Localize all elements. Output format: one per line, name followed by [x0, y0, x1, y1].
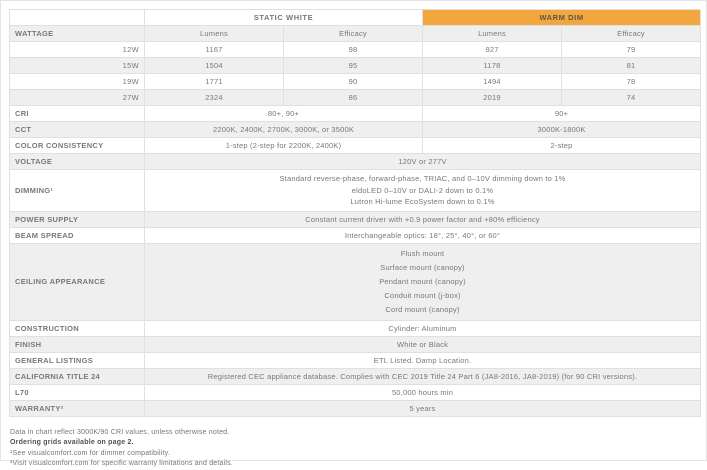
wattage-15w-label: 15W: [10, 58, 145, 74]
general-listings-label: GENERAL LISTINGS: [10, 352, 145, 368]
footnote-dimmer-compatibility: ¹See visualcomfort.com for dimmer compatibility.: [10, 449, 171, 457]
footnote-warranty-details: ²Visit visualcomfort.com for specific warranty limitations and details.: [10, 460, 233, 467]
table-row-l70: [10, 384, 701, 400]
table-row-cct: [10, 122, 701, 138]
table-row-warranty: [10, 400, 701, 416]
cell-cri-static-white: 80+, 90+: [145, 106, 423, 122]
cell-15w-sw-efficacy: 95: [284, 58, 423, 74]
table-row-dimming: [10, 170, 701, 212]
cell-construction-value: Cylinder: Aluminum: [145, 320, 701, 336]
cell-15w-wd-efficacy: 81: [562, 58, 701, 74]
cell-19w-sw-lumens: 1771: [145, 74, 284, 90]
table-row-power-supply: [10, 211, 701, 227]
spec-table: [9, 9, 701, 417]
l70-label: L70: [10, 384, 145, 400]
wattage-12w-label: 12W: [10, 42, 145, 58]
table-row-california-title-24: [10, 368, 701, 384]
cell-header-empty: [10, 10, 145, 26]
ceiling-line-4: Conduit mount (j-box): [384, 290, 461, 300]
power-supply-label: POWER SUPPLY: [10, 211, 145, 227]
color-consistency-label: COLOR CONSISTENCY: [10, 138, 145, 154]
cell-color-consistency-static-white: 1-step (2-step for 2200K, 2400K): [145, 138, 423, 154]
cell-cri-warm-dim: 90+: [423, 106, 701, 122]
table-row-construction: [10, 320, 701, 336]
cell-27w-wd-lumens: 2019: [423, 90, 562, 106]
warm-dim-lumens-header: Lumens: [423, 26, 562, 42]
table-row-27w: [10, 90, 701, 106]
table-row-general-listings: [10, 352, 701, 368]
cell-l70-value: 50,000 hours min: [145, 384, 701, 400]
dimming-line-2: eldoLED 0–10V or DALI-2 down to 0.1%: [351, 185, 494, 195]
table-row-19w: [10, 74, 701, 90]
cell-beam-spread-value: Interchangeable optics: 18°, 25°, 40°, or 60°: [145, 227, 701, 243]
voltage-label: VOLTAGE: [10, 154, 145, 170]
ceiling-line-3: Pendant mount (canopy): [379, 276, 466, 286]
construction-label: CONSTRUCTION: [10, 320, 145, 336]
table-row-beam-spread: [10, 227, 701, 243]
cell-cct-static-white: 2200K, 2400K, 2700K, 3000K, or 3500K: [145, 122, 423, 138]
static-white-efficacy-header: Efficacy: [284, 26, 423, 42]
cell-15w-sw-lumens: 1504: [145, 58, 284, 74]
cell-27w-wd-efficacy: 74: [562, 90, 701, 106]
ceiling-line-2: Surface mount (canopy): [380, 262, 465, 272]
beam-spread-label: BEAM SPREAD: [10, 227, 145, 243]
ceiling-line-1: Flush mount: [400, 248, 445, 258]
cri-label: CRI: [10, 106, 145, 122]
cell-voltage-value: 120V or 277V: [145, 154, 701, 170]
cell-cct-warm-dim: 3000K-1800K: [423, 122, 701, 138]
cell-27w-sw-lumens: 2324: [145, 90, 284, 106]
static-white-header: STATIC WHITE: [145, 10, 423, 26]
table-row-header: [10, 10, 701, 26]
ceiling-line-5: Cord mount (canopy): [385, 304, 460, 314]
cell-12w-wd-lumens: 927: [423, 42, 562, 58]
ceiling-appearance-label: CEILING APPEARANCE: [10, 243, 145, 320]
finish-label: FINISH: [10, 336, 145, 352]
warranty-label: WARRANTY²: [10, 400, 145, 416]
cell-27w-sw-efficacy: 86: [284, 90, 423, 106]
cell-12w-sw-efficacy: 98: [284, 42, 423, 58]
cct-label: CCT: [10, 122, 145, 138]
table-row-wattage-header: [10, 26, 701, 42]
footnotes: [9, 428, 698, 470]
dimming-line-1: Standard reverse-phase, forward-phase, TRIAC, and 0–10V dimming down to 1%: [279, 174, 566, 183]
warm-dim-efficacy-header: Efficacy: [562, 26, 701, 42]
footnote-data-reflect: Data in chart reflect 3000K/90 CRI values, unless otherwise noted.: [10, 428, 230, 436]
cell-12w-sw-lumens: 1167: [145, 42, 284, 58]
dimming-line-3: Lutron Hi-lume EcoSystem down to 0.1%: [350, 197, 495, 206]
table-row-ceiling-appearance: [10, 243, 701, 320]
table-row-finish: [10, 336, 701, 352]
cell-12w-wd-efficacy: 79: [562, 42, 701, 58]
table-row-cri: [10, 106, 701, 122]
cell-power-supply-value: Constant current driver with +0.9 power factor and +80% efficiency: [145, 211, 701, 227]
wattage-19w-label: 19W: [10, 74, 145, 90]
table-row-12w: [10, 42, 701, 58]
california-title-24-label: CALIFORNIA TITLE 24: [10, 368, 145, 384]
cell-15w-wd-lumens: 1178: [423, 58, 562, 74]
warm-dim-header: WARM DIM: [423, 10, 701, 26]
cell-ceiling-appearance-value: [145, 243, 701, 320]
cell-finish-value: White or Black: [145, 336, 701, 352]
cell-19w-sw-efficacy: 90: [284, 74, 423, 90]
static-white-lumens-header: Lumens: [145, 26, 284, 42]
cell-19w-wd-efficacy: 78: [562, 74, 701, 90]
table-row-color-consistency: [10, 138, 701, 154]
cell-19w-wd-lumens: 1494: [423, 74, 562, 90]
dimming-label: DIMMING¹: [10, 170, 145, 212]
footnote-ordering-grids: Ordering grids available on page 2.: [10, 439, 134, 446]
cell-color-consistency-warm-dim: 2-step: [423, 138, 701, 154]
cell-dimming-value: [145, 170, 701, 212]
cell-warranty-value: 5 years: [145, 400, 701, 416]
wattage-27w-label: 27W: [10, 90, 145, 106]
cell-california-title-24-value: Registered CEC appliance database. Complies with CEC 2019 Title 24 Part 6 (JA8-2016, JA8-2019) (for 90 CRI versions).: [145, 368, 701, 384]
wattage-row-label: WATTAGE: [10, 26, 145, 42]
table-row-voltage: [10, 154, 701, 170]
table-row-15w: [10, 58, 701, 74]
cell-general-listings-value: ETL Listed. Damp Location.: [145, 352, 701, 368]
